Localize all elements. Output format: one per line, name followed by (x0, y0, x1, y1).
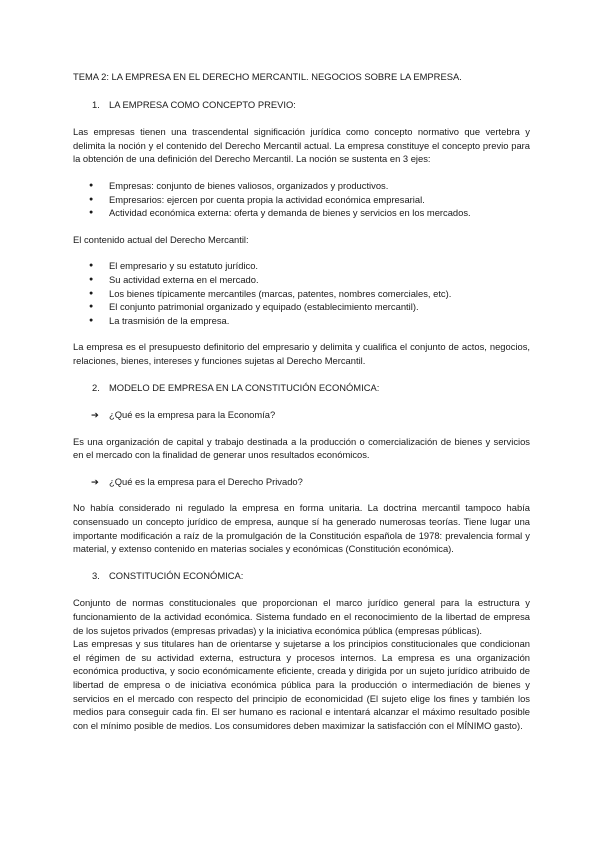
list-item: ● Actividad económica externa: oferta y demanda de bienes y servicios en los mercados. (89, 206, 530, 220)
section-1-heading-text: LA EMPRESA COMO CONCEPTO PREVIO: (109, 98, 296, 110)
section-3-paragraph-2: Las empresas y sus titulares han de orientarse y sujetarse a los principios constitucionales que condicionan el régimen de su actividad externa, estructura y procesos internos. La empresa es una organización económica productiva, y socio económicamente eficiente, creada y dirigida por un sujeto jurídico atribuido de libertad de empresa o de iniciativa económica pública para la producción o intermediación de bienes y servicios en el mercado con respecto del principio de economicidad (El sujeto elige los fines y también los medios para conseguir cada fin. El ser humano es racional e intentará alcanzar el máximo resultado posible con el mínimo posible de medios. Los consumidores deben maximizar la satisfacción con el MÍNIMO gasto). (73, 638, 530, 731)
section-3-number: 3. (92, 569, 100, 581)
section-1-intro: Las empresas tienen una trascendental significación jurídica como concepto normativo que vertebra y delimita la noción y el contenido del Derecho Mercantil actual. La empresa constituye el concepto previo para la obtención de una definición del Derecho Mercantil. La noción se sustenta en 3 ejes: (73, 126, 530, 165)
question-text: ¿Qué es la empresa para la Economía? (109, 409, 276, 421)
section-1-closing: La empresa es el presupuesto definitorio del empresario y delimita y cualifica el conjunto de actos, negocios, relaciones, bienes, intereses y funciones sujetas al Derecho Mercantil. (73, 341, 530, 366)
section-1-number: 1. (92, 98, 100, 110)
section-3-paragraph-1: Conjunto de normas constitucionales que proporcionan el marco jurídico general para la estructura y funcionamiento de la actividad económica. Sistema fundado en el reconocimiento de la libertad de empresa de los sujetos privados (empresas privadas) y la iniciativa económica pública (empresas públicas). (73, 597, 530, 636)
list-item: ● El conjunto patrimonial organizado y equipado (establecimiento mercantil). (89, 300, 530, 314)
answer-derecho-privado: No había considerado ni regulado la empresa en forma unitaria. La doctrina mercantil tampoco había consensuado un concepto jurídico de empresa, aunque sí ha generado numerosas teorías. Tiene lugar una importante modificación a raíz de la promulgación de la Constitución española de 1978: prevalencia formal y material, y extenso contenido en materias sociales y económicas (Constitución económica). (73, 502, 530, 555)
list-item: ● Los bienes típicamente mercantiles (marcas, patentes, nombres comerciales, etc). (89, 287, 530, 301)
list-item: ● Empresas: conjunto de bienes valiosos, organizados y productivos. (89, 179, 530, 193)
list-item: ● Empresarios: ejercen por cuenta propia la actividad económica empresarial. (89, 193, 530, 207)
contenido-list (73, 259, 530, 327)
answer-economia: Es una organización de capital y trabajo destinada a la producción o comercialización de bienes y servicios en el mercado con la finalidad de generar unos resultados económicos. (73, 435, 530, 461)
list-item: ● La trasmisión de la empresa. (89, 314, 530, 328)
section-2-heading (92, 381, 530, 395)
section-3-heading-text: CONSTITUCIÓN ECONÓMICA: (109, 569, 244, 581)
contenido-label: El contenido actual del Derecho Mercantil: (73, 233, 249, 245)
document-title: TEMA 2: LA EMPRESA EN EL DERECHO MERCANTIL. NEGOCIOS SOBRE LA EMPRESA. (73, 71, 462, 82)
question-text: ¿Qué es la empresa para el Derecho Privado? (109, 475, 303, 487)
list-item: ● Su actividad externa en el mercado. (89, 273, 530, 287)
section-3-heading (92, 569, 530, 583)
section-2-heading-text: MODELO DE EMPRESA EN LA CONSTITUCIÓN ECONÓMICA: (109, 381, 380, 393)
arrow-icon: ➔ (91, 475, 99, 487)
arrow-icon: ➔ (91, 409, 99, 421)
list-item: ● El empresario y su estatuto jurídico. (89, 259, 530, 273)
ejes-list (73, 179, 530, 220)
question-derecho-privado (91, 475, 530, 489)
section-1-heading (92, 98, 530, 112)
section-2-number: 2. (92, 381, 100, 393)
question-economia (91, 408, 530, 422)
